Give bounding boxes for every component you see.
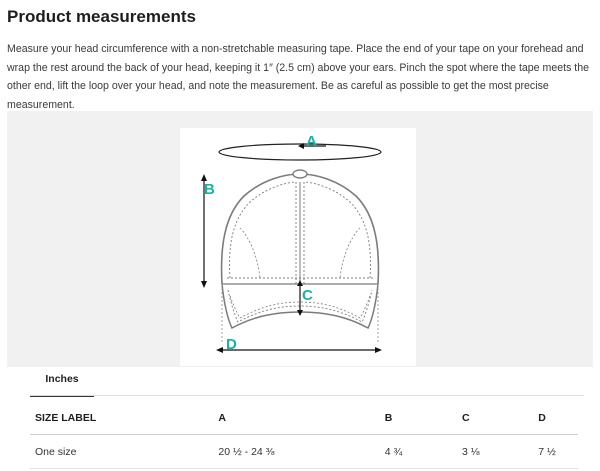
cell-b: 4 ¾ (385, 435, 462, 469)
header-d: D (538, 401, 578, 435)
cell-d: 7 ½ (538, 435, 578, 469)
tab-inches[interactable]: Inches (30, 367, 94, 397)
cap-crown (222, 174, 379, 284)
table-row (30, 435, 578, 469)
arrow-c-bottom (297, 310, 303, 316)
header-b: B (385, 401, 462, 435)
arrow-c-top (297, 280, 303, 286)
cap-button (293, 170, 307, 178)
size-table (30, 401, 578, 469)
arrow-b-top (201, 174, 207, 181)
header-a: A (218, 401, 384, 435)
cell-a: 20 ½ - 24 ⅜ (218, 435, 384, 469)
arrow-d-left (216, 347, 223, 353)
cell-size-label: One size (30, 435, 218, 469)
label-a: A (306, 133, 317, 150)
arrow-d-right (375, 347, 382, 353)
label-d: D (226, 336, 237, 353)
arrow-b-bottom (201, 281, 207, 288)
header-c: C (462, 401, 538, 435)
page-title: Product measurements (7, 7, 196, 26)
tabs-divider (30, 395, 584, 396)
label-b: B (204, 181, 215, 198)
header-size-label: SIZE LABEL (30, 401, 218, 435)
cap-diagram-svg (180, 128, 416, 366)
table-header-row (30, 401, 578, 435)
measurement-instructions: Measure your head circumference with a non-stretchable measuring tape. Place the end of your tape on your forehead and wrap the rest around the back of your head, keeping it 1″ (2.5 cm) above your ears. Pinch the spot where the tape meets the other end, lift the loop over your head, and note the measurement. Be as careful as possible to get the most precise measurement. (7, 43, 590, 111)
cap-diagram (180, 128, 416, 366)
label-c: C (302, 287, 313, 304)
unit-tabs (7, 367, 593, 399)
cell-c: 3 ⅛ (462, 435, 538, 469)
